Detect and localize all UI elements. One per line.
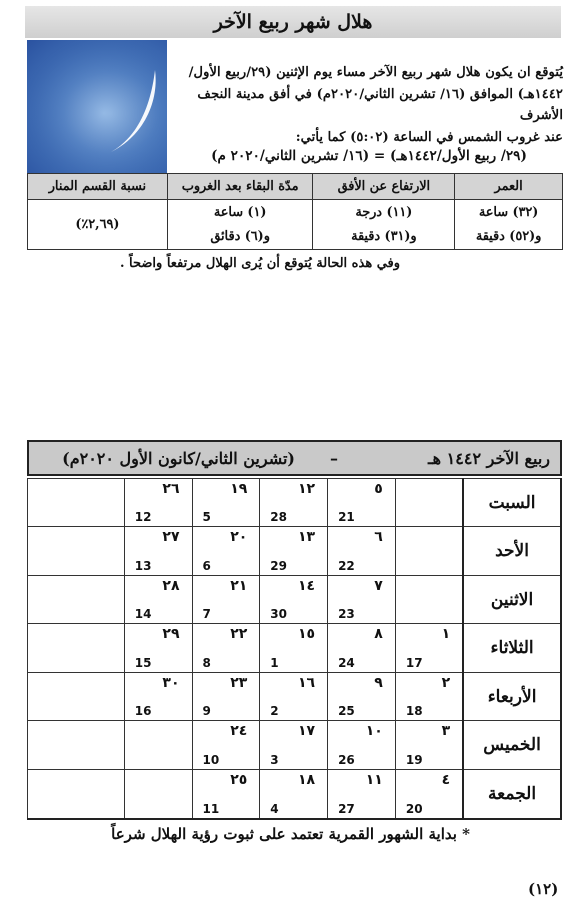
calendar-cell [192,527,260,575]
altitude-cell [313,200,455,250]
header-illumination: نسبة القسم المنار [28,174,168,200]
gregorian-day: 10 [202,752,220,767]
calendar-cell [28,479,125,527]
age-cell [455,200,563,250]
calendar-cell [260,575,328,623]
calendar-cell [328,575,396,623]
hijri-day: ٢٩ [162,626,180,643]
hijri-day: ٢٣ [230,674,248,691]
visibility-note: وفي هذه الحالة يُتوقع أن يُرى الهلال مرتفعاً واضحاً . [119,256,401,271]
stay-minutes: و(٦) دقائق [210,228,270,244]
calendar-cell [124,479,192,527]
hijri-day: ٩ [374,674,383,691]
calendar-cell [260,672,328,720]
hijri-day: ٢٤ [230,723,248,740]
page-number: (١٢) [528,880,559,898]
hijri-day: ١٤ [297,577,316,594]
hijri-day: ١٨ [297,771,316,788]
intro-line: عند غروب الشمس في الساعة (٥:٠٢) كما يأتي: [295,129,563,145]
calendar-cell [328,479,396,527]
hijri-day: ١٥ [297,626,316,643]
calendar-row [28,575,562,623]
hijri-day: ٣ [441,723,451,740]
weekday-label: الجمعة [463,769,561,819]
calendar-cell [260,721,328,769]
calendar-cell [328,721,396,769]
calendar-cell [395,721,463,769]
calendar-cell [28,769,125,819]
gregorian-day: 4 [270,802,279,816]
weekday-label: الثلاثاء [463,624,561,672]
hijri-day: ٢٦ [162,481,180,497]
hijri-day: ٤ [441,771,451,788]
month-calendar [27,478,562,820]
gregorian-day: 7 [202,607,211,622]
gregorian-day: 1 [270,655,279,670]
calendar-cell [124,624,192,672]
hijri-day: ٦ [374,529,383,546]
stay-cell [167,200,313,250]
calendar-cell [28,672,125,720]
gregorian-day: 30 [270,607,287,622]
intro-line: يُتوقع ان يكون هلال شهر ربيع الآخر مساء يوم الإثنين (٢٩/ربيع الأول/ [188,65,563,80]
calendar-row [28,672,562,720]
calendar-cell [328,624,396,672]
calendar-cell [124,527,192,575]
hijri-day: ٢٨ [162,577,180,594]
hijri-day: ٢٧ [162,529,180,546]
gregorian-day: 15 [134,655,152,670]
calendar-cell [260,769,328,819]
page-title: هلال شهر ربيع الآخر [25,6,561,38]
weekday-label: الخميس [463,721,561,769]
gregorian-day: 2 [270,704,279,719]
gregorian-day: 18 [405,704,423,719]
date-equivalence: (٢٩/ ربيع الأول/١٤٤٢هـ) = (١٦/ تشرين الثاني/٢٠٢٠ م) [211,148,527,164]
hijri-day: ١٣ [297,529,316,546]
gregorian-day: 24 [338,655,355,670]
gregorian-day: 14 [134,607,152,622]
weekday-label: الأربعاء [463,672,561,720]
gregorian-day: 28 [270,510,287,525]
calendar-cell [28,624,125,672]
calendar-cell [328,527,396,575]
calendar-cell [28,527,125,575]
calendar-cell [28,575,125,623]
calendar-cell [395,672,463,720]
hijri-day: ١ [441,626,451,643]
gregorian-day: 5 [202,510,211,525]
altitude-degrees: (١١) درجة [355,204,413,220]
hijri-day: ٢١ [230,577,248,594]
header-dash: – [330,449,338,468]
calendar-cell [395,769,463,819]
calendar-cell [124,575,192,623]
gregorian-day: 11 [202,802,220,816]
gregorian-day: 17 [405,655,423,670]
hijri-day: ٢٥ [230,771,248,788]
gregorian-day: 20 [405,802,423,816]
illumination-cell: (٢,٦٩٪) [28,200,168,250]
gregorian-day: 26 [338,752,355,767]
weekday-label: الأحد [463,527,561,575]
calendar-cell [395,575,463,623]
calendar-cell [192,721,260,769]
calendar-cell [192,479,260,527]
gregorian-day: 8 [202,655,211,670]
header-age: العمر [455,174,563,200]
calendar-cell [192,769,260,819]
calendar-row [28,769,562,819]
weekday-label: الاثنين [463,575,561,623]
altitude-minutes: و(٣١) دقيقة [351,228,417,244]
calendar-cell [124,672,192,720]
calendar-row [28,527,562,575]
hijri-day: ٥ [374,481,383,497]
calendar-cell [395,479,463,527]
calendar-cell [124,769,192,819]
age-hours: (٣٢) ساعة [478,204,539,220]
gregorian-day: 19 [405,752,423,767]
crescent-moon-icon [27,40,167,173]
gregorian-day: 22 [338,558,355,573]
calendar-cell [192,575,260,623]
calendar-cell [28,721,125,769]
calendar-cell [260,479,328,527]
calendar-cell [124,721,192,769]
hijri-day: ٢٠ [230,529,248,546]
gregorian-day: 13 [134,558,152,573]
age-minutes: و(٥٢) دقيقة [475,228,542,244]
hijri-day: ١١ [365,771,383,788]
weekday-label: السبت [463,479,561,527]
hijri-month-label: ربيع الآخر ١٤٤٢ هـ [427,449,550,468]
calendar-cell [328,769,396,819]
gregorian-day: 12 [134,510,152,525]
calendar-row [28,479,562,527]
header-stay: مدّة البقاء بعد الغروب [167,174,313,200]
hijri-day: ٧ [374,577,383,594]
calendar-row [28,624,562,672]
calendar-header [27,440,562,476]
hijri-day: ٢٢ [230,626,248,643]
hijri-day: ١٠ [365,723,383,740]
calendar-cell [260,527,328,575]
hijri-day: ١٩ [230,481,248,497]
calendar-cell [192,672,260,720]
header-altitude: الارتفاع عن الأفق [313,174,455,200]
hijri-day: ١٧ [297,723,316,740]
intro-paragraph [175,62,563,148]
footnote: * بداية الشهور القمرية تعتمد على ثبوت رؤية الهلال شرعاً [111,825,470,843]
moon-info-table [27,173,563,250]
gregorian-day: 9 [202,704,211,719]
gregorian-day: 6 [202,558,211,573]
gregorian-months-label: (تشرين الثاني/كانون الأول ٢٠٢٠م) [62,449,295,468]
hijri-day: ١٦ [297,674,316,691]
gregorian-day: 16 [134,704,152,719]
gregorian-day: 21 [338,510,355,525]
hijri-day: ٨ [374,626,383,643]
gregorian-day: 27 [338,802,355,816]
hijri-day: ٣٠ [162,674,180,691]
calendar-row [28,721,562,769]
gregorian-day: 3 [270,752,279,767]
gregorian-day: 29 [270,558,287,573]
hijri-day: ١٢ [297,481,316,497]
gregorian-day: 23 [338,607,355,622]
calendar-cell [395,527,463,575]
calendar-cell [328,672,396,720]
calendar-cell [192,624,260,672]
hijri-day: ٢ [441,674,451,691]
calendar-cell [260,624,328,672]
intro-line: ١٤٤٢هـ) الموافق (١٦/ تشرين الثاني/٢٠٢٠م) في أفق مدينة النجف الأشرف [197,86,563,123]
stay-hours: (١) ساعة [213,204,267,220]
gregorian-day: 25 [338,704,355,719]
crescent-moon-image [27,40,167,173]
calendar-cell [395,624,463,672]
